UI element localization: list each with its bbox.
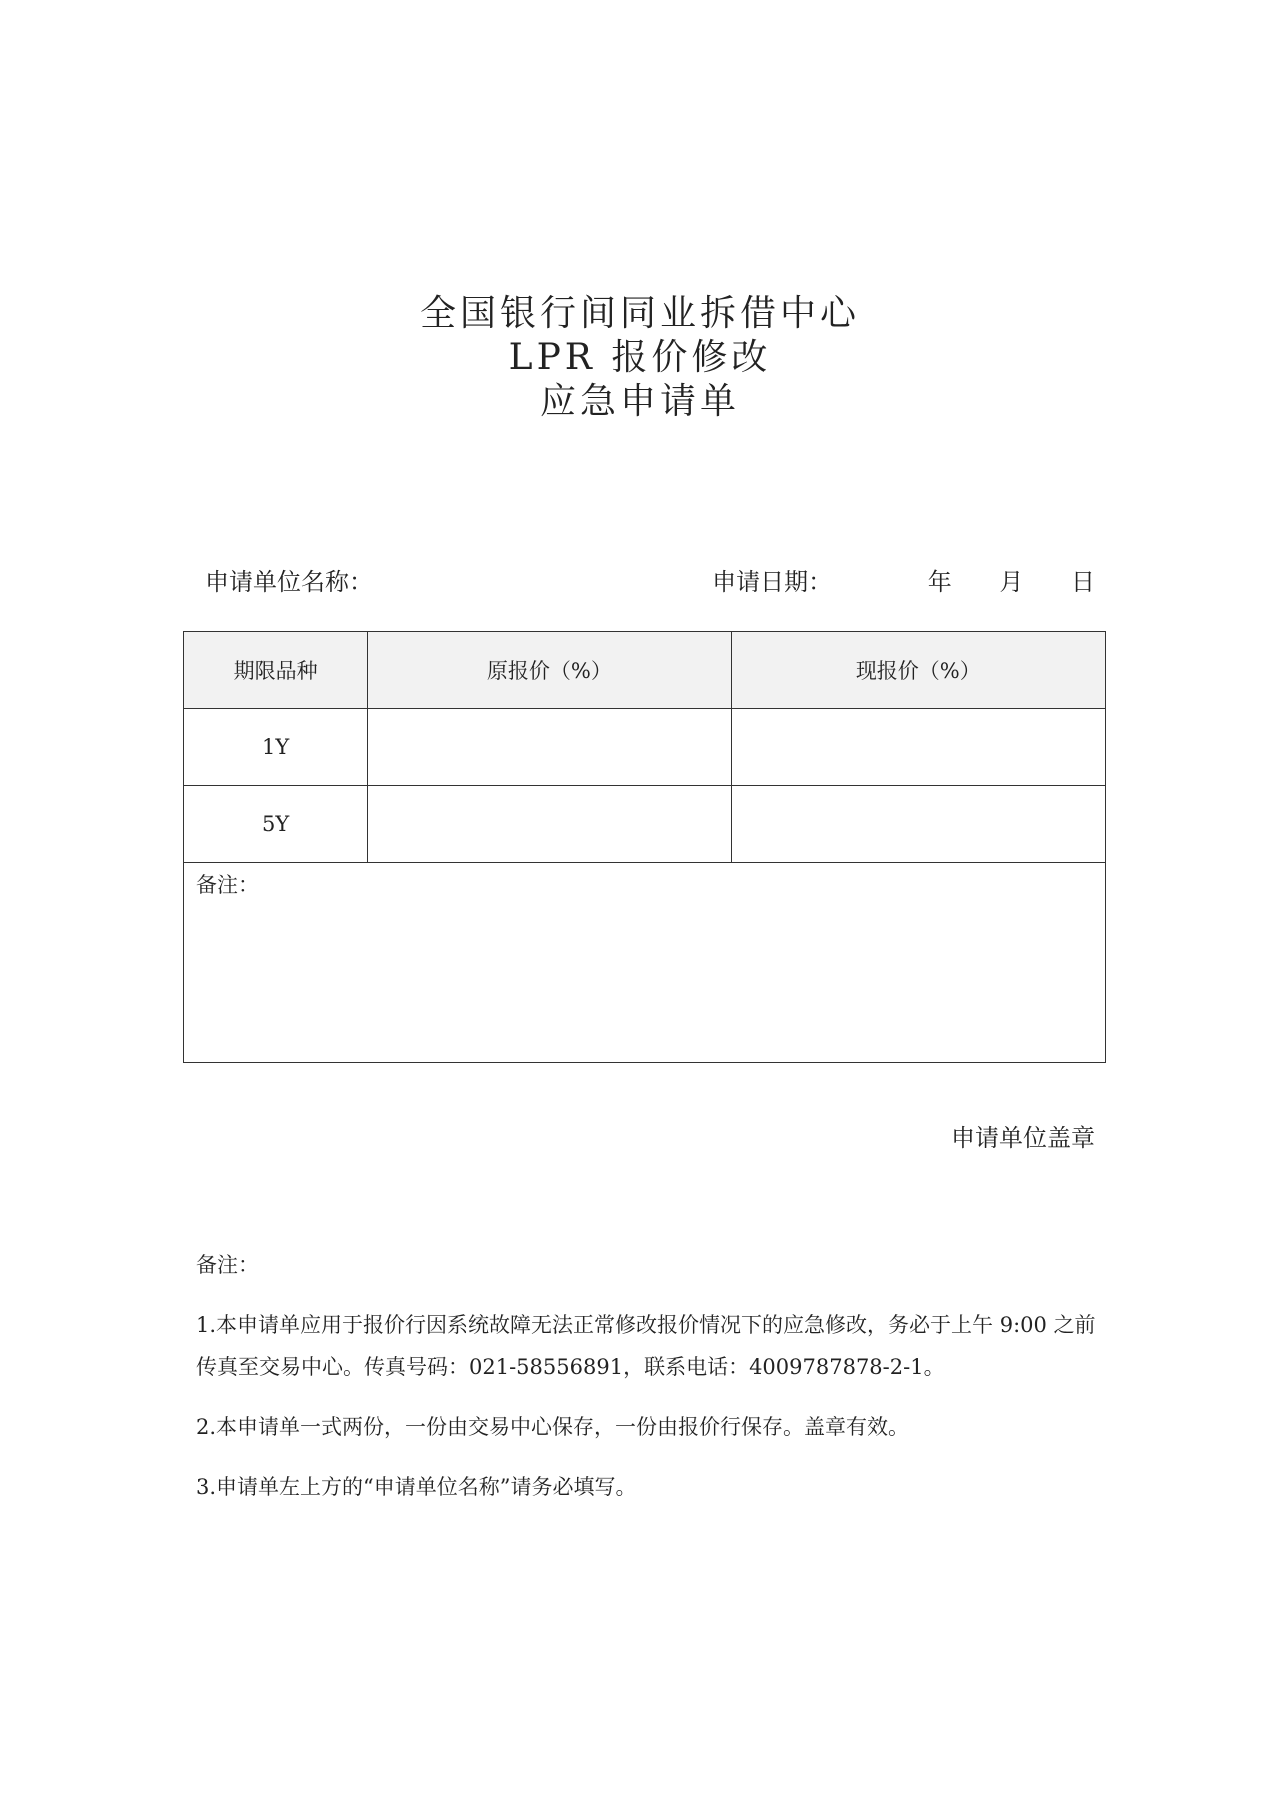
notes-heading: 备注： [196,1253,259,1277]
header-current-quote: 现报价（%） [731,632,1105,709]
term-cell: 1Y [184,709,368,786]
current-quote-cell[interactable] [731,786,1105,863]
day-unit: 日 [1071,568,1095,596]
document-title [0,292,1280,424]
original-quote-cell[interactable] [368,709,731,786]
current-quote-cell[interactable] [731,709,1105,786]
table-row [184,786,1106,863]
note-item: 2.本申请单一式两份，一份由交易中心保存，一份由报价行保存。盖章有效。 [196,1415,910,1439]
applicant-info-row [205,562,1095,602]
original-quote-cell[interactable] [368,786,731,863]
month-unit: 月 [999,568,1024,596]
quote-table [183,631,1106,1063]
note-item: 1.本申请单应用于报价行因系统故障无法正常修改报价情况下的应急修改，务必于上午 9:00 之前传真至交易中心。传真号码：021-58556891，联系电话：4009787878-2-1。 [196,1313,1096,1379]
note-item: 3.申请单左上方的“申请单位名称”请务必填写。 [196,1475,637,1499]
year-unit: 年 [927,568,952,596]
table-row [184,709,1106,786]
remark-row [184,863,1106,1063]
table-header-row [184,632,1106,709]
title-subject: LPR 报价修改 [508,337,772,378]
apply-date-field [712,562,1095,597]
remark-label: 备注： [196,873,259,897]
seal-label: 申请单位盖章 [951,1124,1095,1152]
header-original-quote: 原报价（%） [368,632,731,709]
title-form-type: 应急申请单 [539,381,740,422]
apply-date-label: 申请日期： [712,568,833,596]
header-term: 期限品种 [184,632,368,709]
term-cell: 5Y [184,786,368,863]
title-organization: 全国银行间同业拆借中心 [419,293,860,334]
notes-section [196,1244,1096,1526]
remark-cell[interactable] [184,863,1106,1063]
applicant-name-label: 申请单位名称： [205,568,373,596]
